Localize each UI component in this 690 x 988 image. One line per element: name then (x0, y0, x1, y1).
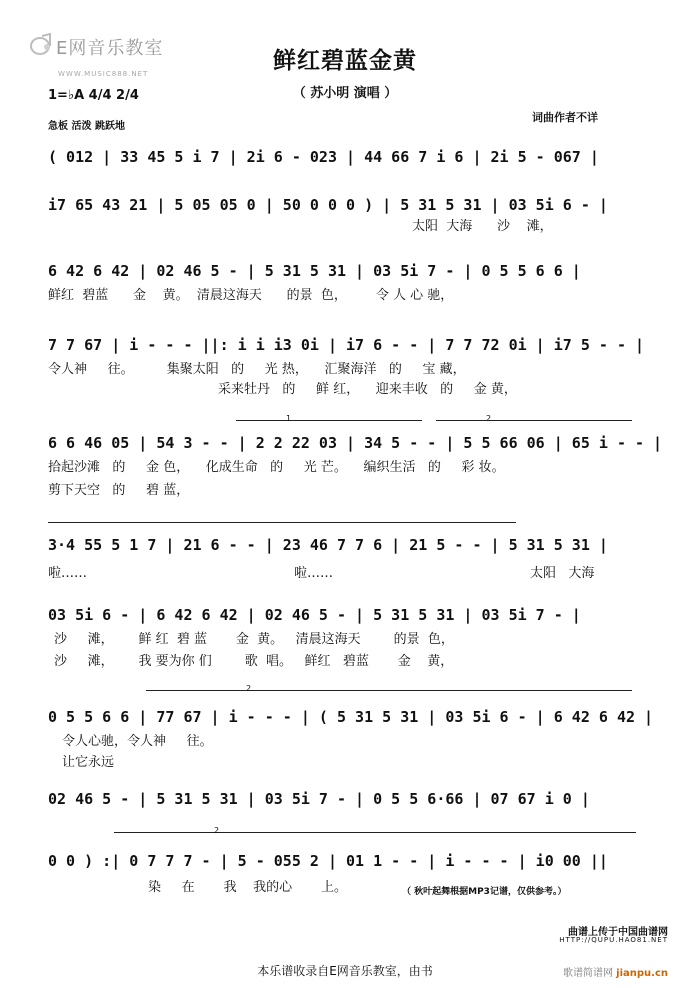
lyric-line: 沙 滩， 鲜 红 碧 蓝 金 黄。 清晨这海天 的景 色， (54, 632, 454, 647)
volta-bracket (48, 522, 516, 523)
volta-number: 2 (486, 414, 492, 423)
notation-row: 03 5i 6 - | 6 42 6 42 | 02 46 5 - | 5 31 5 31 | 03 5i 7 - | (48, 606, 581, 624)
notation-row: 3·4 55 5 1 7 | 21 6 - - | 23 46 7 7 6 | 21 5 - - | 5 31 5 31 | (48, 536, 608, 554)
volta-bracket (114, 832, 636, 833)
notation-row: 6 6 46 05 | 54 3 - - | 2 2 22 03 | 34 5 - - | 5 5 66 06 | 65 i - - | (48, 434, 663, 452)
lyric-line: 鲜红 碧蓝 金 黄。 清晨这海天 的景 色， 令 人 心 驰， (48, 288, 454, 303)
volta-number: 2 (214, 826, 220, 835)
lyric-line: 采来牡丹 的 鲜 红， 迎来丰收 的 金 黄， (218, 382, 517, 397)
lyric-line: 沙 滩， 我 要为你 们 歌 唱。 鲜红 碧蓝 金 黄， (54, 654, 454, 669)
lyric-line: 啦…… (48, 566, 88, 581)
volta-bracket (236, 420, 422, 421)
notation-row: 02 46 5 - | 5 31 5 31 | 03 5i 7 - | 0 5 5 6·66 | 07 67 i 0 | (48, 790, 590, 808)
lyric-line: 令人心驰，令人神 往。 (62, 734, 213, 749)
notation-row: ( 012 | 33 45 5 i 7 | 2i 6 - 023 | 44 66 7 i 6 | 2i 5 - 067 | (48, 148, 599, 166)
transcription-note: （ 秋叶起舞根据MP3记谱，仅供参考。） (402, 887, 567, 897)
site-stamp (563, 964, 668, 979)
lyric-line: 染 在 我 我的心 上。 (148, 880, 348, 895)
volta-number: 2 (246, 684, 252, 693)
singer: （ 苏小明 演唱 ） (292, 86, 398, 101)
upload-url: HTTP://QUPU.HAO81.NET (559, 936, 668, 944)
stamp-site: jianpu.cn (616, 968, 668, 979)
volta-bracket (436, 420, 632, 421)
stamp-text: 歌谱简谱网 (562, 968, 613, 979)
watermark-url: WWW.MUSIC888.NET (58, 70, 149, 78)
notation-row: 0 0 ) :| 0 7 7 7 - | 5 - 055 2 | 01 1 - - | i - - - | i0 00 || (48, 852, 608, 870)
credit: 词曲作者不详 (532, 111, 598, 124)
lyric-line: 剪下天空 的 碧 蓝， (48, 483, 190, 498)
lyric-line: 拾起沙滩 的 金 色， 化成生命 的 光 芒。 编织生活 的 彩 妆。 (48, 460, 505, 475)
upload-notice: 曲谱上传于中国曲谱网 (568, 927, 668, 938)
tempo-marking: 急板 活泼 跳跃地 (48, 121, 125, 132)
lyric-line: 太阳 大海 (530, 566, 595, 581)
lyric-line: 太阳 大海 沙 滩， (412, 219, 553, 234)
notation-row: 7 7 67 | i - - - ||: i i i3 0i | i7 6 - - | 7 7 72 0i | i7 5 - - | (48, 336, 645, 354)
watermark-site-name: E网音乐教室 (56, 38, 164, 59)
key-signature: 1=♭A 4/4 2/4 (48, 88, 139, 103)
footer-note: 本乐谱收录自E网音乐教室，由书 (257, 964, 433, 978)
volta-number: 1 (286, 414, 292, 423)
song-title: 鲜红碧蓝金黄 (273, 48, 417, 74)
lyric-line: 啦…… (294, 566, 334, 581)
notation-row: 0 5 5 6 6 | 77 67 | i - - - | ( 5 31 5 31 | 03 5i 6 - | 6 42 6 42 | (48, 708, 654, 726)
lyric-line: 让它永远 (62, 755, 115, 770)
volta-bracket (146, 690, 632, 691)
lyric-line: 令人神 往。 集聚太阳 的 光 热， 汇聚海洋 的 宝 藏， (48, 362, 466, 377)
notation-row: 6 42 6 42 | 02 46 5 - | 5 31 5 31 | 03 5i 7 - | 0 5 5 6 6 | (48, 262, 581, 280)
notation-row: i7 65 43 21 | 5 05 05 0 | 50 0 0 0 ) | 5 31 5 31 | 03 5i 6 - | (48, 196, 608, 214)
